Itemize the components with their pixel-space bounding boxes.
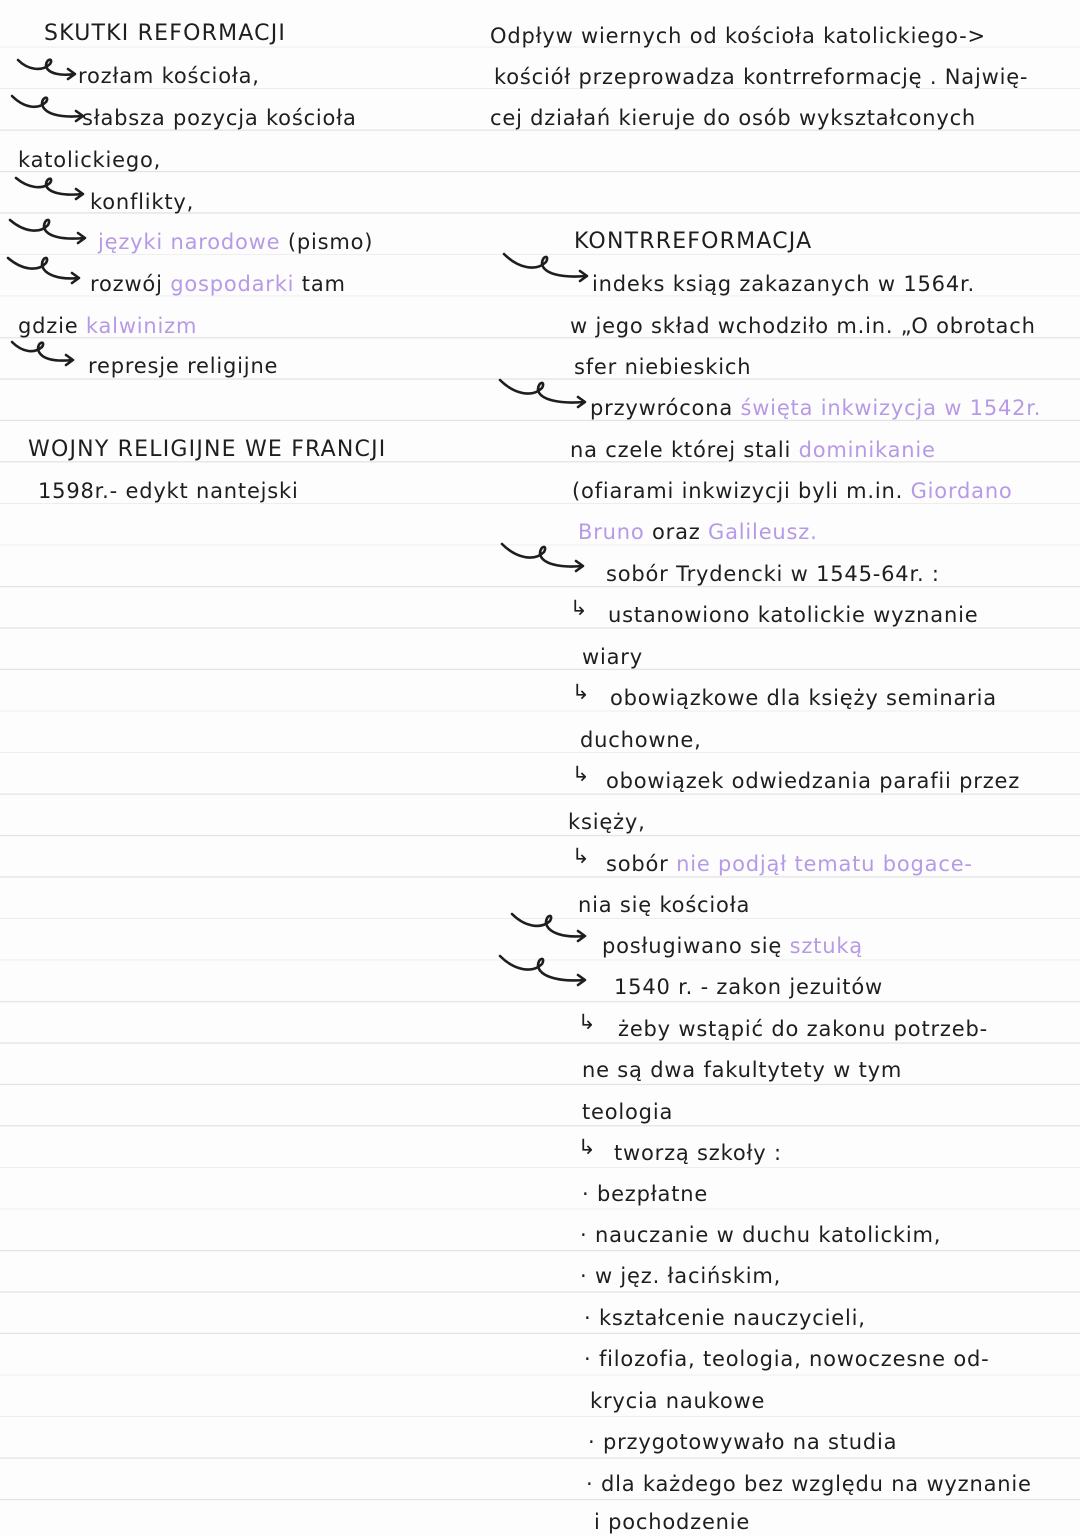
kontr-inkwizycja-4: [578, 518, 818, 546]
left-line-rozlam: rozłam kościoła,: [78, 64, 260, 88]
left-line-jezyki: [98, 228, 373, 256]
sobor-point-2: obowiązkowe dla księży seminaria: [610, 686, 997, 710]
kontr-jezuici: 1540 r. - zakon jezuitów: [614, 975, 883, 999]
bullet-text: kształcenie nauczycieli,: [598, 1306, 866, 1330]
kontrreformacja-title: KONTRREFORMACJA: [574, 229, 813, 254]
sobor-point-2b: duchowne,: [580, 728, 702, 752]
kontr-indeks: indeks ksiąg zakazanych w 1564r.: [592, 272, 975, 296]
arrow-icon: [6, 252, 86, 288]
jezuici-point-1c: teologia: [582, 1100, 674, 1124]
intro-line-1: Odpływ wiernych od kościoła katolickiego->: [490, 24, 986, 48]
kontr-indeks-3: sfer niebieskich: [574, 355, 752, 379]
nie-podjal-text: nie podjął tematu bogace-: [676, 852, 973, 876]
gospodarki-text: gospodarki: [170, 272, 295, 296]
dominikanie-text: dominikanie: [798, 438, 936, 462]
arrow-icon: [10, 92, 90, 126]
szkoly-bullet-7b: i pochodzenie: [594, 1510, 751, 1534]
szkoly-bullet-2: · nauczanie w duchu katolickim,: [580, 1223, 942, 1247]
giordano-text: Giordano: [910, 479, 1013, 503]
left-line-gdzie: [18, 312, 197, 340]
kontr-inkwizycja: [590, 394, 1041, 422]
przywrocona-text: przywrócona: [590, 396, 741, 420]
kontr-sobor: sobór Trydencki w 1545-64r. :: [606, 562, 940, 586]
szkoly-bullet-4: · kształcenie nauczycieli,: [584, 1306, 866, 1330]
jezuici-point-1b: ne są dwa fakultytety w tym: [582, 1058, 903, 1082]
bullet-text: nauczanie w duchu katolickim,: [594, 1223, 942, 1247]
szkoly-bullet-6: · przygotowywało na studia: [588, 1430, 898, 1454]
tam-text: tam: [294, 272, 346, 296]
gdzie-text: gdzie: [18, 314, 86, 338]
sub-arrow-icon: ↳: [570, 596, 588, 620]
bullet-text: bezpłatne: [596, 1182, 709, 1206]
bruno-text: Bruno: [578, 520, 645, 544]
left-line-konflikty: konflikty,: [90, 190, 195, 214]
arrow-icon: [498, 950, 590, 990]
sub-arrow-icon: ↳: [572, 762, 590, 786]
left-line-katolickiego: katolickiego,: [18, 148, 162, 172]
sub-arrow-icon: ↳: [578, 1135, 596, 1159]
galileusz-text: Galileusz.: [708, 520, 818, 544]
arrow-icon: [14, 174, 90, 204]
arrow-icon: [16, 54, 80, 84]
sobor-point-1b: wiary: [582, 645, 643, 669]
arrow-icon: [498, 374, 590, 412]
pismo-text: (pismo): [280, 230, 374, 254]
bullet-text: w jęz. łacińskim,: [594, 1264, 782, 1288]
oraz-text: oraz: [644, 520, 709, 544]
kontr-indeks-2: w jego skład wchodziło m.in. „O obrotach: [570, 314, 1036, 338]
sobor-point-1: ustanowiono katolickie wyznanie: [608, 603, 979, 627]
ofiarami-text: (ofiarami inkwizycji byli m.in.: [572, 479, 911, 503]
kontr-sztuka: [602, 932, 863, 960]
szkoly-bullet-7: · dla każdego bez względu na wyznanie: [586, 1472, 1032, 1496]
sub-arrow-icon: ↳: [578, 1010, 596, 1034]
sobor-text: sobór: [606, 852, 677, 876]
sub-arrow-icon: ↳: [572, 680, 590, 704]
kontr-inkwizycja-3: [572, 477, 1013, 505]
na-czele-text: na czele której stali: [570, 438, 799, 462]
szkoly-bullet-3: · w jęz. łacińskim,: [580, 1264, 782, 1288]
sobor-point-3b: księży,: [568, 810, 646, 834]
arrow-icon: [8, 214, 92, 248]
wojny-title: WOJNY RELIGIJNE WE FRANCJI: [28, 437, 387, 462]
jezyki-narodowe-text: języki narodowe: [98, 230, 281, 254]
szkoly-bullet-5b: krycia naukowe: [590, 1389, 766, 1413]
intro-line-3: cej działań kieruje do osób wykształconych: [490, 106, 977, 130]
bullet-text: przygotowywało na studia: [602, 1430, 898, 1454]
rozwoj-text: rozwój: [90, 272, 171, 296]
arrow-icon: [510, 908, 590, 946]
arrow-icon: [502, 250, 592, 286]
kalwinizm-text: kalwinizm: [85, 314, 198, 338]
sobor-point-4: [606, 850, 973, 878]
sub-arrow-icon: ↳: [572, 844, 590, 868]
left-line-rozwoj: [90, 270, 346, 298]
arrow-icon: [500, 538, 590, 576]
left-line-represje: represje religijne: [88, 354, 279, 378]
arrow-icon: [10, 338, 80, 372]
szkoly-bullet-1: · bezpłatne: [582, 1182, 709, 1206]
jezuici-point-1: żeby wstąpić do zakonu potrzeb-: [618, 1017, 988, 1041]
jezuici-point-2: tworzą szkoły :: [614, 1141, 782, 1165]
szkoly-bullet-5: · filozofia, teologia, nowoczesne od-: [584, 1347, 990, 1371]
skutki-title: SKUTKI REFORMACJI: [44, 21, 287, 46]
sobor-point-3: obowiązek odwiedzania parafii przez: [606, 769, 1021, 793]
poslugiwano-text: posługiwano się: [602, 934, 790, 958]
bullet-text: filozofia, teologia, nowoczesne od-: [598, 1347, 990, 1371]
intro-line-2: kościół przeprowadza kontrreformację . Najwię-: [494, 65, 1029, 89]
inkwizycja-text: święta inkwizycja w 1542r.: [740, 396, 1042, 420]
sztuka-text: sztuką: [789, 934, 863, 958]
kontr-inkwizycja-2: [570, 436, 936, 464]
sobor-point-4b: nia się kościoła: [578, 893, 751, 917]
bullet-text: dla każdego bez względu na wyznanie: [600, 1472, 1032, 1496]
left-line-slabsza: słabsza pozycja kościoła: [82, 106, 357, 130]
wojny-line: 1598r.- edykt nantejski: [38, 479, 299, 503]
